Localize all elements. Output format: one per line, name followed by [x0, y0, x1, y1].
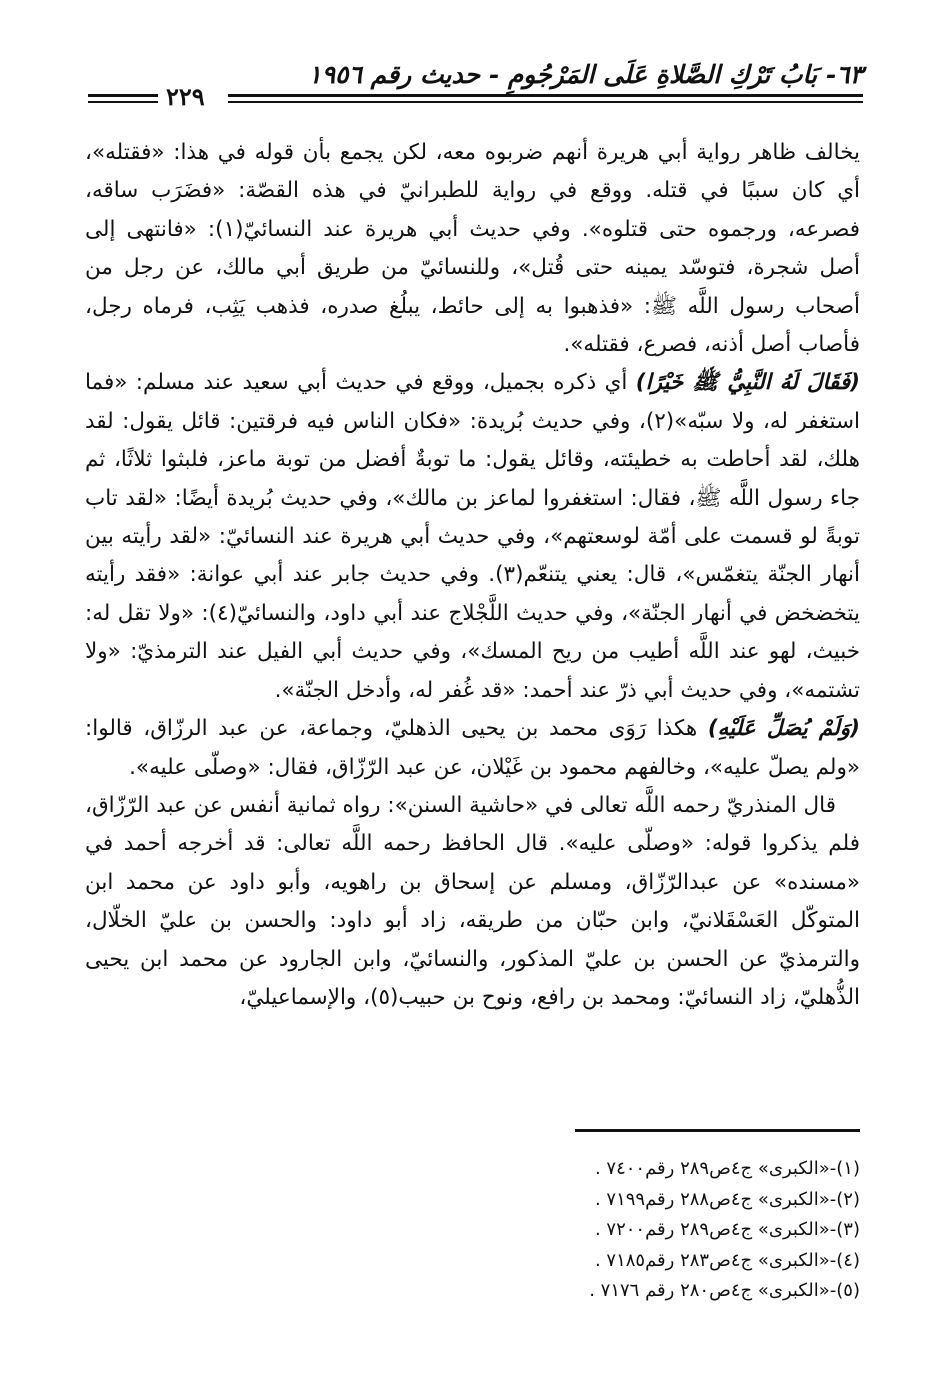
footnote-separator: [575, 1129, 860, 1132]
paragraph-3-text: هكذا رَوَى محمد بن يحيى الذهليّ، وجماعة، عن عبد الرزّاق، قالوا: «ولم يصلّ عليه»، وخالفهم محمود بن غَيْلان، عن عبد الرّزّاق، فقال: «وصلّى عليه».: [85, 716, 860, 780]
body-text: [85, 134, 860, 1017]
page-header: [88, 58, 863, 111]
paragraph-2: [85, 364, 860, 710]
footnote-1: (١)-«الكبرى» ج٤ص٢٨٩ رقم٧٤٠٠ .: [594, 1158, 860, 1179]
footnotes: [360, 1154, 860, 1307]
footnote-2: (٢)-«الكبرى» ج٤ص٢٨٨ رقم٧١٩٩ .: [594, 1188, 860, 1210]
page-number: ٢٢٩: [166, 82, 205, 111]
chapter-title: ٦٣- بَابُ تَرْكِ الصَّلاةِ عَلَى المَرْجُومِ - حديث رقم ١٩٥٦: [308, 60, 863, 89]
paragraph-3-lead: (وَلَمْ يُصَلِّ عَلَيْهِ): [707, 716, 860, 742]
page-number-rule: [88, 94, 158, 97]
paragraph-3: [85, 710, 860, 787]
paragraph-1: يخالف ظاهر رواية أبي هريرة أنهم ضربوه معه، لكن يجمع بأن قوله في هذا: «فقتله»، أي كان سببًا في قتله. ووقع في رواية للطبرانيّ في هذه القصّة: «فضَرَب ساقه، فصرعه، ورجموه حتى قتلوه». وفي حديث أبي هريرة عند النسائيّ(١): «فانتهى إلى أصل شجرة، فتوسّد يمينه حتى قُتل»، وللنسائيّ من طريق أبي مالك، عن رجل من أصحاب رسول اللَّه ﷺ: «فذهبوا به إلى حائط، يبلُغ صدره، فذهب يَثِب، فرماه رجل، فأصاب أصل أذنه، فصرع، فقتله».: [85, 140, 861, 358]
paragraph-2-lead: (فَقَالَ لَهُ النَّبِيُّ ﷺ خَيْرًا): [635, 370, 860, 396]
footnote-3: (٣)-«الكبرى» ج٤ص٢٨٩ رقم٧٢٠٠ .: [594, 1219, 860, 1240]
page-number-rule-thin: [88, 101, 158, 103]
paragraph-4: قال المنذريّ رحمه اللَّه تعالى في «حاشية السنن»: رواه ثمانية أنفس عن عبد الرّزّاق، فلم يذكروا قوله: «وصلّى عليه». قال الحافظ رحمه اللَّه تعالى: قد أخرجه أحمد في «مسنده» عن عبدالرّزّاق، ومسلم عن إسحاق بن راهويه، وأبو داود عن محمد ابن المتوكّل العَسْقَلانيّ، وابن حبّان من طريقه، زاد أبو داود: والحسن بن عليّ الخلّال، والترمذيّ عن الحسن بن عليّ المذكور، والنسائيّ، وابن الجارود عن محمد ابن يحيى الذُّهليّ، زاد النسائيّ: ومحمد بن رافع، ونوح بن حبيب(٥)، والإسماعيليّ،: [85, 792, 860, 1010]
header-rule: [228, 94, 863, 97]
footnote-5: (٥)-«الكبرى» ج٤ص٢٨٠ رقم ٧١٧٦ .: [589, 1280, 860, 1301]
paragraph-2-text: أي ذكره بجميل، ووقع في حديث أبي سعيد عند مسلم: «فما استغفر له، ولا سبّه»(٢)، وفي حديث بُريدة: «فكان الناس فيه فرقتين: قائل يقول: لقد هلك، لقد أحاطت به خطيئته، وقائل يقول: ما توبةٌ أفضل من توبة ماعز، فلبثوا ثلاثًا، ثم جاء رسول اللَّه ﷺ، فقال: استغفروا لماعز بن مالك»، وفي حديث بُريدة أيضًا: «لقد تاب توبةً لو قسمت على أمّة لوسعتهم»، وفي حديث أبي هريرة عند النسائيّ: «لقد رأيته بين أنهار الجنّة يتغمّس»، قال: يعني يتنعّم(٣). وفي حديث جابر عند أبي عوانة: «فقد رأيته يتخضخض في أنهار الجنّة»، وفي حديث اللَّجْلاج عند أبي داود، والنسائيّ(٤): «ولا تقل له: خبيث، لهو عند اللَّه أطيب من ريح المسك»، وفي حديث أبي الفيل عند الترمذيّ: «ولا تشتمه»، وفي حديث أبي ذرّ عند أحمد: «قد غُفر له، وأدخل الجنّة».: [85, 370, 860, 703]
footnote-4: (٤)-«الكبرى» ج٤ص٢٨٣ رقم٧١٨٥ .: [594, 1249, 860, 1271]
header-rule-thin: [228, 101, 863, 103]
